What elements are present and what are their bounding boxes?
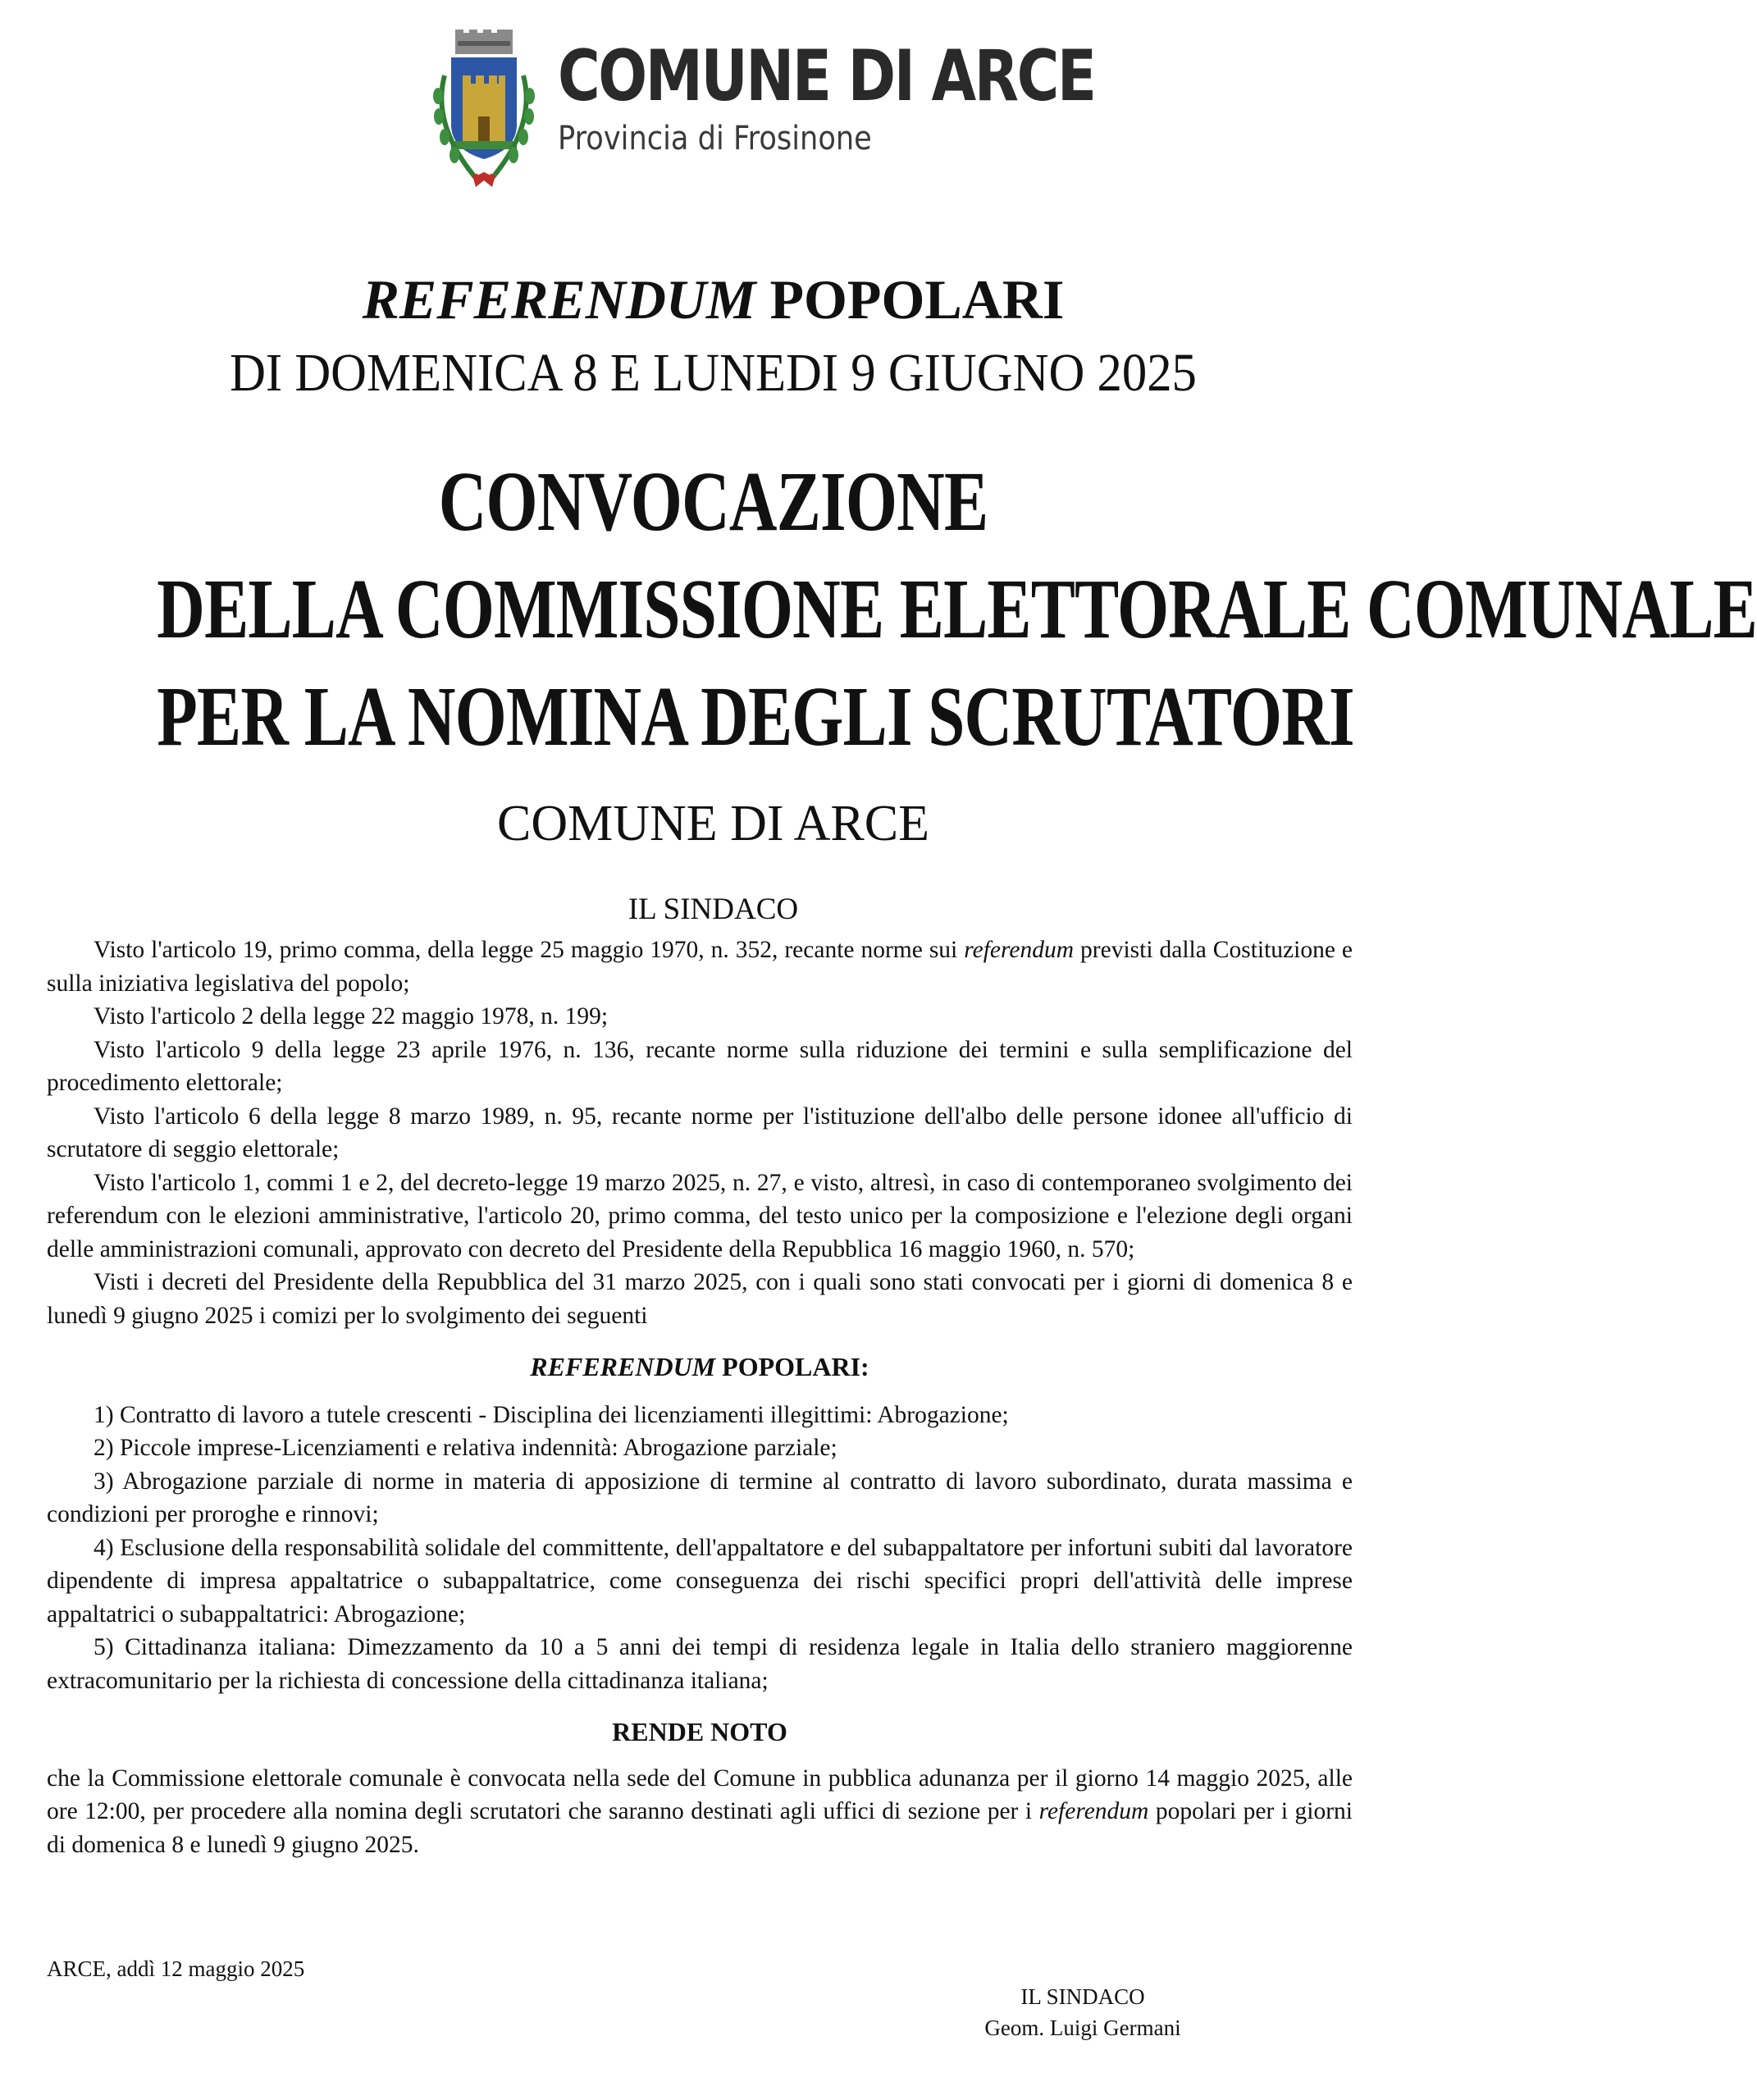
notice-body bbox=[47, 934, 1353, 1861]
referendum-item: 3) Abrogazione parziale di norme in materia di apposizione di termine al contratto di lavoro subordinato, durata massima e condizioni per proroghe e rinnovi; bbox=[47, 1468, 1353, 1527]
authority-heading: IL SINDACO bbox=[628, 892, 799, 927]
signature-name: Geom. Luigi Germani bbox=[984, 2016, 1181, 2040]
preamble-paragraph: Visto l'articolo 2 della legge 22 maggio 1978, n. 199; bbox=[94, 1003, 609, 1029]
municipality-subtitle: COMUNE DI ARCE bbox=[496, 795, 930, 851]
notice-text: che la Commissione elettorale comunale è convocata nella sede del Comune in pubblica adunanza per il giorno 14 maggio 2025, alle ore 12:00, per procedere alla nomina degli scrutatori che saranno destinati agli uffici di sezione per i bbox=[47, 1764, 1353, 1824]
preamble-text: previsti dalla Costituzione e sulla iniziativa legislativa del popolo; bbox=[47, 937, 1353, 997]
referendum-heading-rest: POPOLARI: bbox=[715, 1352, 869, 1381]
title-block bbox=[0, 267, 1757, 929]
letterhead bbox=[427, 26, 1095, 207]
headline-commissione: DELLA COMMISSIONE ELETTORALE COMUNALE bbox=[157, 561, 1757, 656]
referendum-item: 1) Contratto di lavoro a tutele crescenti - Disciplina dei licenziamenti illegittimi: Abrogazione; bbox=[94, 1401, 1009, 1428]
referendum-dates: DI DOMENICA 8 E LUNEDI 9 GIUGNO 2025 bbox=[230, 342, 1197, 403]
municipality-name: COMUNE DI ARCE bbox=[558, 35, 1095, 117]
signature-block bbox=[968, 1981, 1198, 2043]
issue-date: ARCE, addì 12 maggio 2025 bbox=[47, 1956, 305, 1981]
rende-noto-heading: RENDE NOTO bbox=[612, 1717, 787, 1746]
coat-of-arms-icon bbox=[427, 26, 541, 190]
referendum-heading-italic: REFERENDUM bbox=[530, 1352, 716, 1381]
referendum-title-italic: REFERENDUM bbox=[362, 268, 756, 331]
preamble-italic: referendum bbox=[964, 937, 1075, 963]
preamble-paragraph bbox=[47, 934, 1353, 1000]
referendum-title-rest: POPOLARI bbox=[769, 268, 1065, 331]
notice-paragraph bbox=[47, 1762, 1353, 1862]
referendum-item: 4) Esclusione della responsabilità solidale del committente, dell'appaltatore e del subappaltatore per infortuni subiti dal lavoratore dipendente di impresa appaltatrice o subappaltatrice, come conseguenza dei rischi specifici propri dell'attività delle imprese appaltatrici o subappaltatrici: Abrogazione; bbox=[47, 1534, 1353, 1628]
referendum-title bbox=[0, 267, 1426, 334]
headline-convocazione: CONVOCAZIONE bbox=[438, 454, 988, 549]
referendum-item: 5) Cittadinanza italiana: Dimezzamento da 10 a 5 anni dei tempi di residenza legale in Italia dello straniero maggiorenne extracomunitario per la richiesta di concessione della cittadinanza italiana; bbox=[47, 1634, 1353, 1694]
referendum-list-heading bbox=[47, 1350, 1353, 1384]
preamble-text: Visto l'articolo 19, primo comma, della legge 25 maggio 1970, n. 352, recante norme sui bbox=[94, 937, 965, 963]
notice-text: popolari per i giorni di domenica 8 e lunedì 9 giugno 2025. bbox=[47, 1798, 1353, 1858]
preamble-paragraph: Visto l'articolo 1, commi 1 e 2, del decreto-legge 19 marzo 2025, n. 27, e visto, altresì, in caso di contemporaneo svolgimento dei referendum con le elezioni amministrative, l'articolo 20, primo comma, del testo unico per la composizione e l'elezione degli organi delle amministrazioni comunali, approvato con decreto del Presidente della Repubblica 16 maggio 1960, n. 570; bbox=[47, 1169, 1353, 1262]
headline-scrutatori: PER LA NOMINA DEGLI SCRUTATORI bbox=[157, 669, 1354, 764]
preamble-paragraph: Visti i decreti del Presidente della Repubblica del 31 marzo 2025, con i quali sono stati convocati per i giorni di domenica 8 e lunedì 9 giugno 2025 i comizi per lo svolgimento dei seguenti bbox=[47, 1269, 1353, 1329]
referendum-item: 2) Piccole imprese-Licenziamenti e relativa indennità: Abrogazione parziale; bbox=[94, 1435, 837, 1461]
preamble-paragraph: Visto l'articolo 9 della legge 23 aprile 1976, n. 136, recante norme sulla riduzione dei termini e sulla semplificazione del procedimento elettorale; bbox=[47, 1036, 1353, 1096]
province-name: Provincia di Frosinone bbox=[558, 120, 872, 158]
signature-title: IL SINDACO bbox=[1020, 1984, 1145, 2009]
notice-italic: referendum bbox=[1038, 1798, 1149, 1824]
preamble-paragraph: Visto l'articolo 6 della legge 8 marzo 1989, n. 95, recante norme per l'istituzione dell'albo delle persone idonee all'ufficio di scrutatore di seggio elettorale; bbox=[47, 1102, 1353, 1162]
